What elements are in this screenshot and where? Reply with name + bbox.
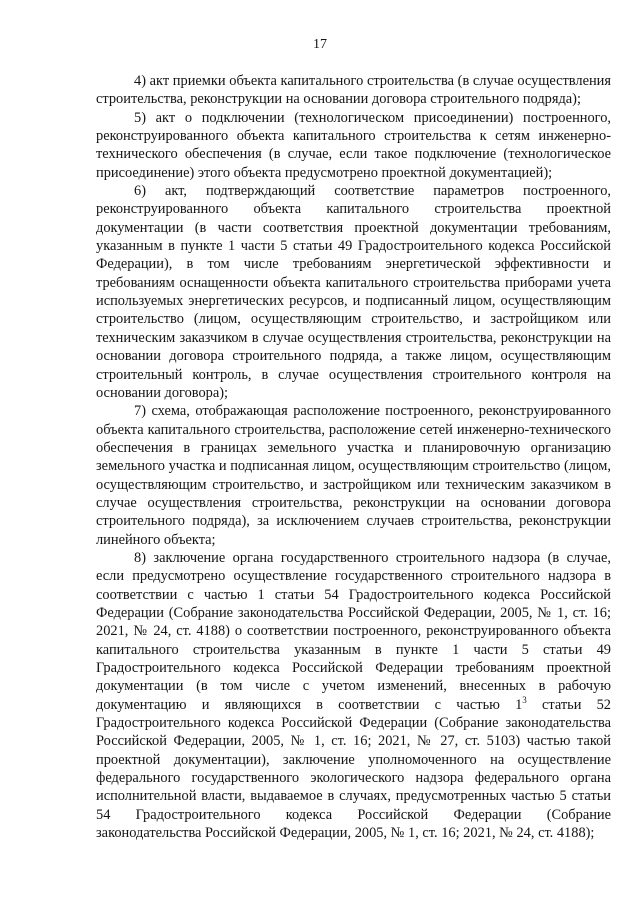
paragraph-item-8-text-start: 8) заключение органа государственного строительного надзора (в случае, если предусмотрено осуществление государственного строительного надзора в соответствии с частью 1 статьи 54 Градостроительного кодекса Российской Федерации (Собрание законодательства Российской Федерации, 2005, № 1, ст. 16; 2021, № 24, ст. 4188) о соответствии построенного, реконструированного объекта капитального строительства указанным в пункте 1 части 5 статьи 49 Градостроительного кодекса Российской Федерации требованиям проектной документации (в том числе с учетом изменений, внесенных в рабочую документацию и являющихся в соответствии с частью 1 xyxy=(96,549,611,713)
superscript-3: 3 xyxy=(522,694,527,705)
document-body xyxy=(96,72,611,842)
page-number: 17 xyxy=(313,37,327,52)
paragraph-item-8-text-end: статьи 52 Градостроительного кодекса Российской Федерации (Собрание законодательства Российской Федерации, 2005, № 1, ст. 16; 2021, № 27, ст. 5103) частью такой проектной документации), заключение уполномоченного на осуществление федерального государственного экологического надзора федерального органа исполнительной власти, выдаваемое в случаях, предусмотренных частью 5 статьи 54 Градостроительного кодекса Российской Федерации (Собрание законодательства Российской Федерации, 2005, № 1, ст. 16; 2021, № 24, ст. 4188); xyxy=(96,696,611,842)
paragraph-item-7: 7) схема, отображающая расположение построенного, реконструированного объекта капитального строительства, расположение сетей инженерно-технического обеспечения в границах земельного участка и планировочную организацию земельного участка и подписанная лицом, осуществляющим строительство (лицом, осуществляющим строительство, и застройщиком или техническим заказчиком в случае осуществления строительства, реконструкции на основании договора строительного подряда), за исключением случаев строительства, реконструкции линейного объекта; xyxy=(96,403,611,548)
paragraph-item-6: 6) акт, подтверждающий соответствие параметров построенного, реконструированного объекта капитального строительства проектной документации (в части соответствия проектной документации требованиям, указанным в пункте 1 части 5 статьи 49 Градостроительного кодекса Российской Федерации), в том числе требованиям энергетической эффективности и требованиям оснащенности объекта капитального строительства приборами учета используемых энергетических ресурсов, и подписанный лицом, осуществляющим строительство (лицом, осуществляющим строительство, и застройщиком или техническим заказчиком в случае осуществления строительства, реконструкции на основании договора строительного подряда, а также лицом, осуществляющим строительный контроль, в случае осуществления строительного контроля на основании договора); xyxy=(96,183,611,401)
paragraph-item-5: 5) акт о подключении (технологическом присоединении) построенного, реконструированного объекта капитального строительства к сетям инженерно-технического обеспечения (в случае, если такое подключение (технологическое присоединение) этого объекта предусмотрено проектной документацией); xyxy=(96,109,611,181)
paragraph-item-4: 4) акт приемки объекта капитального строительства (в случае осуществления строительства, реконструкции на основании договора строительного подряда); xyxy=(96,73,611,108)
paragraph-item-8 xyxy=(96,549,611,843)
